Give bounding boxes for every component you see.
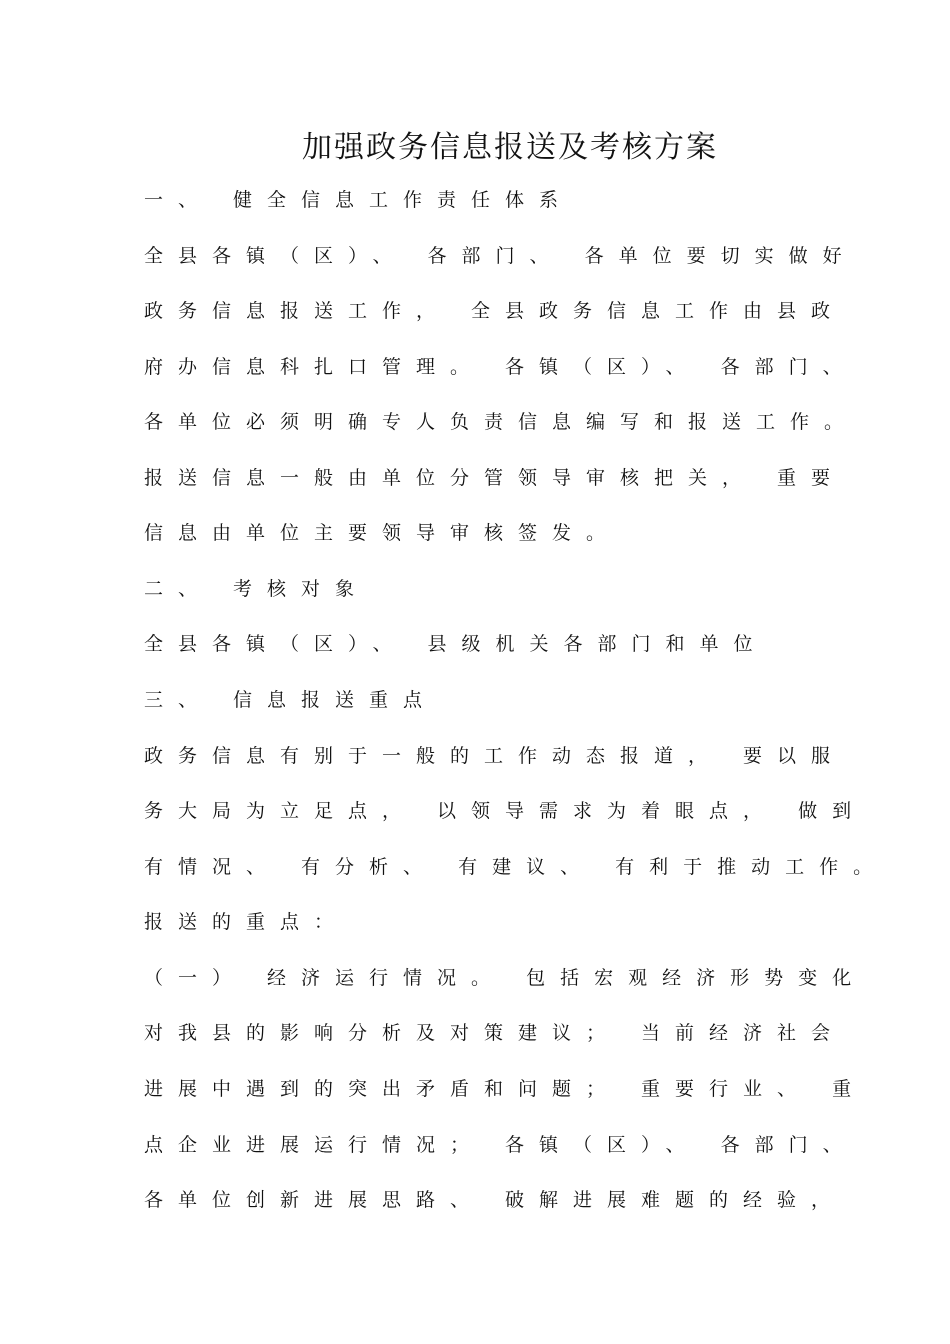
heading-section-3: 三、 信息报送重点 [144, 689, 438, 711]
paragraph-line: （一） 经济运行情况。 包括宏观经济形势变化 [144, 967, 867, 989]
paragraph-line: 府办信息科扎口管理。 各镇（区）、 各部门、 [144, 356, 857, 378]
paragraph-line: 各单位创新进展思路、 破解进展难题的经验， [144, 1189, 846, 1211]
paragraph-line: 政务信息报送工作， 全县政务信息工作由县政 [144, 300, 846, 322]
heading-section-2: 二、 考核对象 [144, 578, 370, 600]
paragraph-line: 全县各镇（区）、 各部门、 各单位要切实做好 [144, 245, 857, 267]
document-title: 加强政务信息报送及考核方案 [302, 130, 718, 165]
paragraph-line: 信息由单位主要领导审核签发。 [144, 522, 621, 544]
paragraph-line: 进展中遇到的突出矛盾和问题； 重要行业、 重 [144, 1078, 867, 1100]
paragraph-line: 对我县的影响分析及对策建议； 当前经济社会 [144, 1022, 846, 1044]
paragraph-line: 务大局为立足点， 以领导需求为着眼点， 做到 [144, 800, 867, 822]
paragraph-line: 点企业进展运行情况； 各镇（区）、 各部门、 [144, 1134, 857, 1156]
paragraph-line: 政务信息有别于一般的工作动态报道， 要以服 [144, 745, 846, 767]
heading-section-1: 一、 健全信息工作责任体系 [144, 189, 574, 211]
paragraph-line: 有情况、 有分析、 有建议、 有利于推动工作。 [144, 856, 888, 878]
paragraph-line: 报送信息一般由单位分管领导审核把关， 重要 [144, 467, 846, 489]
paragraph-line: 报送的重点： [144, 911, 349, 933]
paragraph-line: 全县各镇（区）、 县级机关各部门和单位 [144, 633, 768, 655]
paragraph-line: 各单位必须明确专人负责信息编写和报送工作。 [144, 411, 859, 433]
